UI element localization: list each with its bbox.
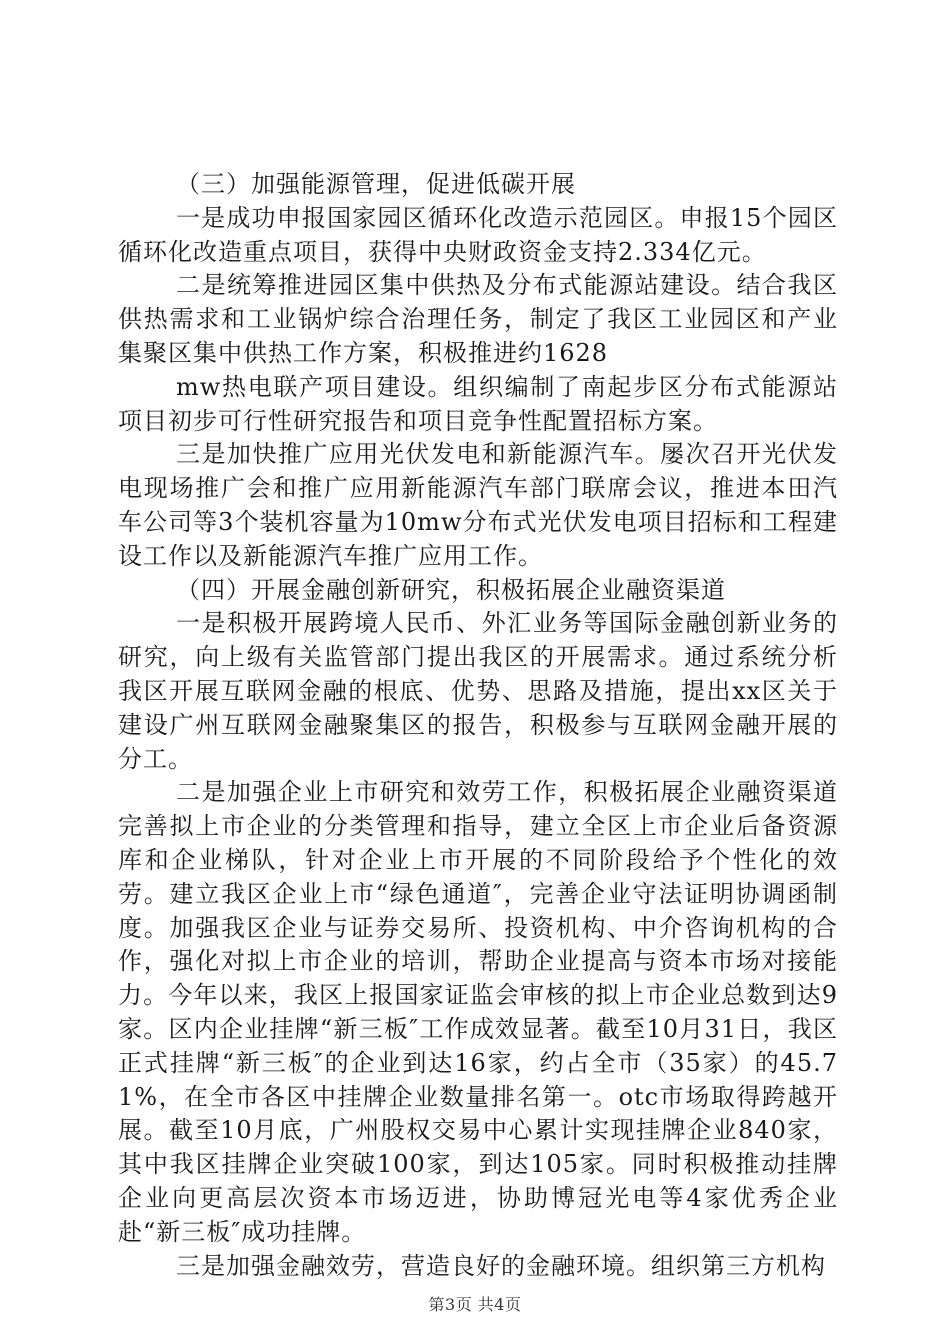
paragraph: mw热电联产项目建设。组织编制了南起步区分布式能源站项目初步可行性研究报告和项目竞争性配置招标方案。 [118, 372, 838, 435]
section-heading-finance: （四）开展金融创新研究，积极拓展企业融资渠道 [176, 575, 726, 604]
section-heading-energy: （三）加强能源管理，促进低碳开展 [176, 170, 576, 198]
paragraph: 三是加强金融效劳，营造良好的金融环境。组织第三方机构 [176, 1251, 826, 1280]
paragraph: 一是积极开展跨境人民币、外汇业务等国际金融创新业务的研究，向上级有关监管部门提出我区的开展需求。通过系统分析我区开展互联网金融的根底、优势、思路及措施，提出xx区关于建设广州互联网金融聚集区的报告，积极参与互联网金融开展的分工。 [118, 609, 838, 773]
paragraph: 三是加快推广应用光伏发电和新能源汽车。屡次召开光伏发电现场推广会和推广应用新能源汽车部门联席会议，推进本田汽车公司等3个装机容量为10mw分布式光伏发电项目招标和工程建设工作以及新能源汽车推广应用工作。 [118, 440, 838, 570]
document-body [118, 168, 838, 1283]
paragraph: 一是成功申报国家园区循环化改造示范园区。申报15个园区循环化改造重点项目，获得中央财政资金支持2.334亿元。 [118, 203, 838, 266]
page-number-footer: 第3页 共4页 [428, 1295, 522, 1314]
paragraph: 二是统筹推进园区集中供热及分布式能源站建设。结合我区供热需求和工业锅炉综合治理任务，制定了我区工业园区和产业集聚区集中供热工作方案，积极推进约1628 [118, 271, 838, 367]
paragraph: 二是加强企业上市研究和效劳工作，积极拓展企业融资渠道完善拟上市企业的分类管理和指导，建立全区上市企业后备资源库和企业梯队，针对企业上市开展的不同阶段给予个性化的效劳。建立我区企业上市“绿色通道″，完善企业守法证明协调函制度。加强我区企业与证券交易所、投资机构、中介咨询机构的合作，强化对拟上市企业的培训，帮助企业提高与资本市场对接能力。今年以来，我区上报国家证监会审核的拟上市企业总数到达9家。区内企业挂牌“新三板″工作成效显著。截至10月31日，我区正式挂牌“新三板″的企业到达16家，约占全市（35家）的45.71%，在全市各区中挂牌企业数量排名第一。otc市场取得跨越开展。截至10月底，广州股权交易中心累计实现挂牌企业840家，其中我区挂牌企业突破100家，到达105家。同时积极推动挂牌企业向更高层次资本市场迈进，协助博冠光电等4家优秀企业赴“新三板″成功挂牌。 [118, 778, 838, 1246]
